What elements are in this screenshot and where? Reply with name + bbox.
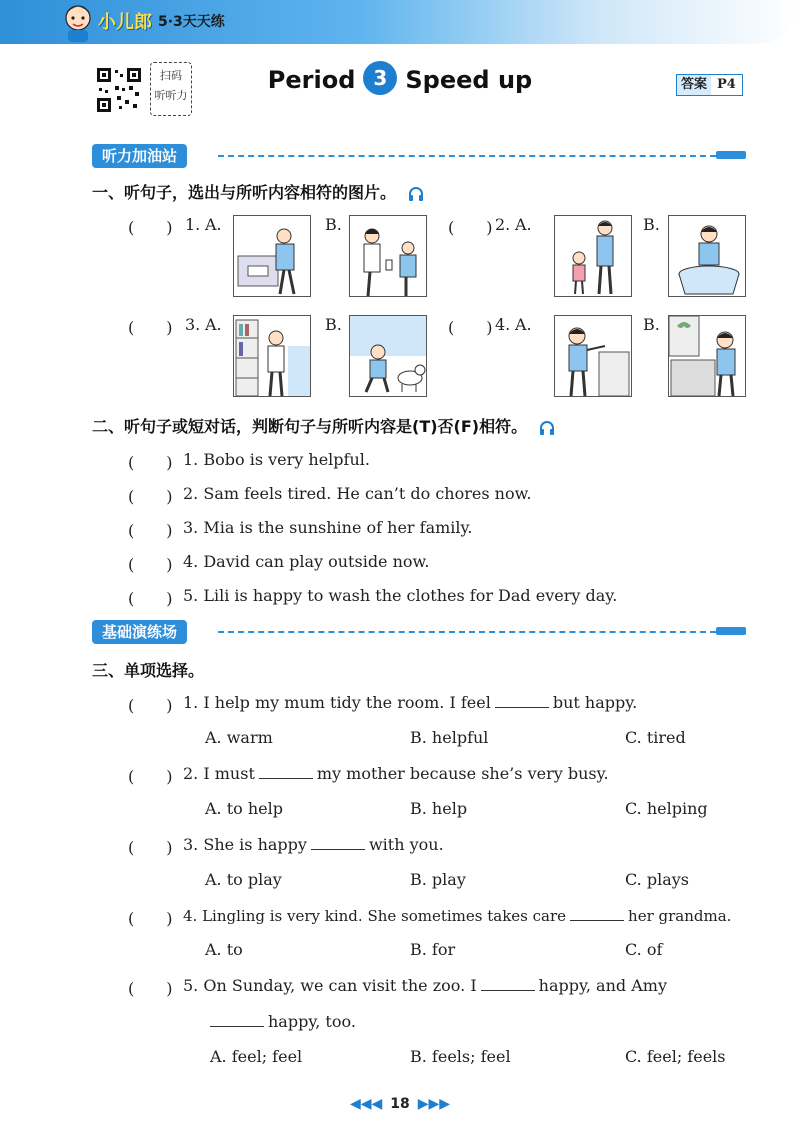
tf-item: 2. Sam feels tired. He can’t do chores now. — [183, 484, 532, 503]
q3-text: 3. She is happy — [183, 835, 307, 854]
q5-text-end: happy, and Amy — [538, 976, 667, 995]
picture-1b[interactable] — [349, 215, 427, 297]
answer-blank[interactable]: ( ) — [128, 979, 173, 998]
option-b[interactable]: B. feels; feel — [410, 1047, 511, 1066]
fill-blank[interactable] — [210, 1012, 264, 1027]
option-c[interactable]: C. helping — [625, 799, 708, 818]
option-c[interactable]: C. tired — [625, 728, 686, 747]
tf-item: 3. Mia is the sunshine of her family. — [183, 518, 473, 537]
answer-blank[interactable]: ( ) — [128, 909, 173, 928]
part2-heading-text: 二、听句子或短对话，判断句子与所听内容是(T)否(F)相符。 — [92, 417, 528, 436]
brand-logo — [98, 8, 225, 34]
fill-blank[interactable] — [570, 906, 624, 921]
question-3 — [183, 835, 444, 854]
item-number: 1. — [185, 215, 201, 234]
option-b-label: B. — [643, 215, 660, 234]
question-4 — [183, 906, 731, 925]
option-b[interactable]: B. help — [410, 799, 468, 818]
q5-text: 5. On Sunday, we can visit the zoo. I — [183, 976, 477, 995]
answer-blank[interactable]: ( ) — [128, 555, 173, 574]
q2-text-end: my mother because she’s very busy. — [316, 764, 609, 783]
answer-blank[interactable]: ( ) — [128, 318, 173, 337]
option-a[interactable]: A. feel; feel — [210, 1047, 303, 1066]
page-number: 18 — [390, 1096, 410, 1112]
option-b[interactable]: B. for — [410, 940, 456, 959]
picture-2b[interactable] — [668, 215, 746, 297]
q1-text-end: but happy. — [552, 693, 638, 712]
basic-section-banner: 基础演练场 — [92, 620, 187, 644]
tf-item: 1. Bobo is very helpful. — [183, 450, 370, 469]
option-b-label: B. — [325, 215, 342, 234]
tf-item: 4. David can play outside now. — [183, 552, 430, 571]
prev-arrows-icon: ◀◀◀ — [349, 1096, 383, 1112]
option-b[interactable]: B. play — [410, 870, 466, 889]
fill-blank[interactable] — [481, 976, 535, 991]
answer-label: 答案 — [677, 75, 711, 95]
answer-blank[interactable]: ( ) — [128, 487, 173, 506]
part2-heading — [92, 414, 555, 437]
fill-blank[interactable] — [495, 693, 549, 708]
question-1 — [183, 693, 637, 712]
scan-label-2: 听听力 — [154, 89, 188, 102]
answer-page: P4 — [711, 75, 742, 95]
pencil-icon — [716, 627, 746, 635]
q3-text-end: with you. — [368, 835, 444, 854]
scan-label-1: 扫码 — [160, 69, 182, 82]
listening-section-banner: 听力加油站 — [92, 144, 187, 168]
section-divider — [218, 155, 716, 157]
option-a-label: A. — [205, 215, 222, 234]
question-5-line2 — [210, 1012, 356, 1031]
title-left: Period — [267, 66, 356, 94]
part1-heading-text: 一、听句子，选出与所听内容相符的图片。 — [92, 183, 397, 202]
title-right: Speed up — [405, 66, 533, 94]
picture-4a[interactable] — [554, 315, 632, 397]
page-footer — [0, 1096, 800, 1112]
answer-blank[interactable]: ( ) — [448, 318, 493, 337]
option-a[interactable]: A. warm — [205, 728, 273, 747]
answer-blank[interactable]: ( ) — [128, 696, 173, 715]
part1-heading — [92, 180, 424, 203]
question-5 — [183, 976, 667, 995]
answer-blank[interactable]: ( ) — [448, 218, 493, 237]
option-a[interactable]: A. to help — [205, 799, 284, 818]
fill-blank[interactable] — [311, 835, 365, 850]
q4-text: 4. Lingling is very kind. She sometimes takes care — [183, 907, 567, 925]
answer-reference[interactable] — [676, 74, 743, 96]
option-a[interactable]: A. to play — [205, 870, 282, 889]
answer-blank[interactable]: ( ) — [128, 453, 173, 472]
item-number: 4. — [495, 315, 511, 334]
option-a-label: A. — [205, 315, 222, 334]
q4-text-end: her grandma. — [628, 907, 732, 925]
section-divider — [218, 631, 716, 633]
headphones-icon[interactable] — [539, 421, 555, 435]
brand-name: 小儿郎 — [98, 12, 152, 33]
option-b-label: B. — [643, 315, 660, 334]
headphones-icon[interactable] — [408, 187, 424, 201]
answer-blank[interactable]: ( ) — [128, 838, 173, 857]
answer-blank[interactable]: ( ) — [128, 589, 173, 608]
tf-item: 5. Lili is happy to wash the clothes for Dad every day. — [183, 586, 618, 605]
option-c[interactable]: C. feel; feels — [625, 1047, 726, 1066]
picture-4b[interactable] — [668, 315, 746, 397]
mascot-icon — [60, 2, 96, 42]
brand-series: 5·3天天练 — [158, 14, 225, 30]
question-2 — [183, 764, 609, 783]
next-arrows-icon: ▶▶▶ — [417, 1096, 451, 1112]
part3-heading: 三、单项选择。 — [92, 661, 205, 680]
answer-blank[interactable]: ( ) — [128, 218, 173, 237]
picture-1a[interactable] — [233, 215, 311, 297]
answer-blank[interactable]: ( ) — [128, 521, 173, 540]
option-a-label: A. — [515, 215, 532, 234]
option-a[interactable]: A. to — [205, 940, 243, 959]
pencil-icon — [716, 151, 746, 159]
q2-text: 2. I must — [183, 764, 255, 783]
period-number-badge: 3 — [363, 61, 397, 95]
item-number: 3. — [185, 315, 201, 334]
option-a-label: A. — [515, 315, 532, 334]
q5-text-line2: happy, too. — [268, 1012, 356, 1031]
q1-text: 1. I help my mum tidy the room. I feel — [183, 693, 491, 712]
picture-3a[interactable] — [233, 315, 311, 397]
fill-blank[interactable] — [259, 764, 313, 779]
option-c[interactable]: C. of — [625, 940, 663, 959]
option-b[interactable]: B. helpful — [410, 728, 489, 747]
option-b-label: B. — [325, 315, 342, 334]
picture-3b[interactable] — [349, 315, 427, 397]
option-c[interactable]: C. plays — [625, 870, 689, 889]
answer-blank[interactable]: ( ) — [128, 767, 173, 786]
picture-2a[interactable] — [554, 215, 632, 297]
item-number: 2. — [495, 215, 511, 234]
